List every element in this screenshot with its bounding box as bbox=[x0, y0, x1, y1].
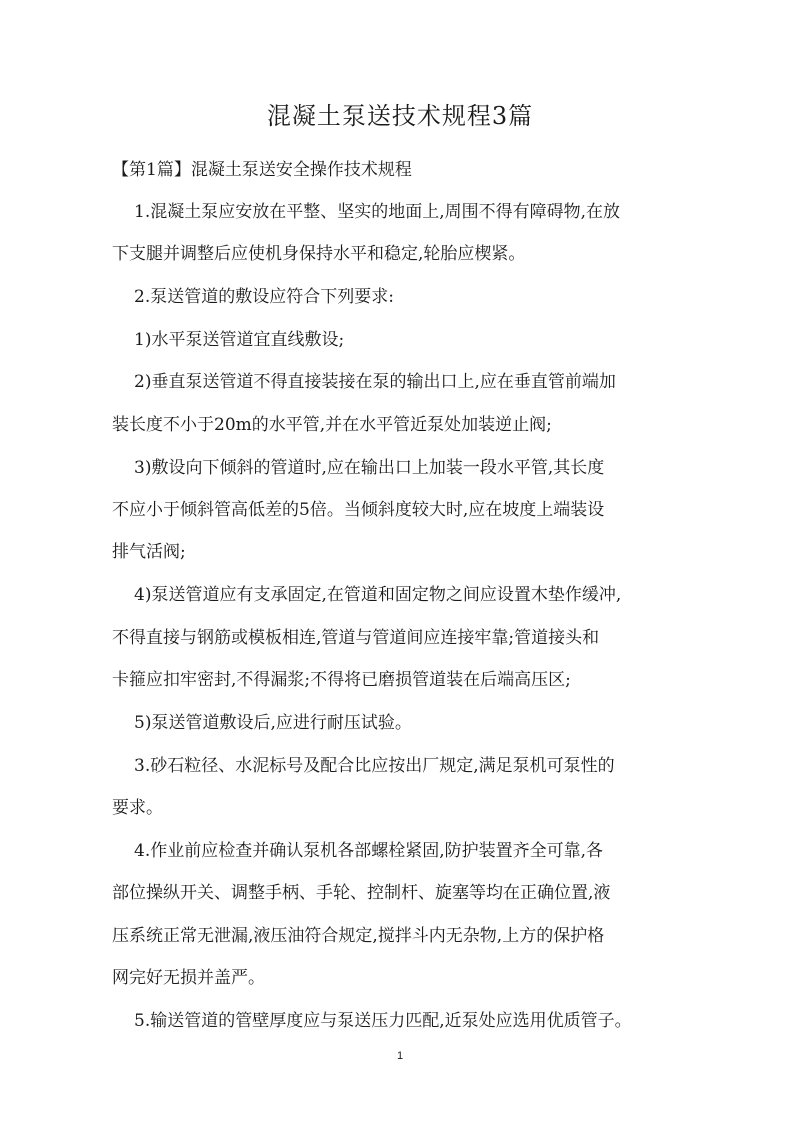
paragraph-line: 4.作业前应检查并确认泵机各部螺栓紧固,防护装置齐全可靠,各 bbox=[134, 841, 604, 861]
paragraph-line: 卡箍应扣牢密封,不得漏浆;不得将已磨损管道装在后端高压区; bbox=[112, 670, 571, 690]
paragraph-line: 4)泵送管道应有支承固定,在管道和固定物之间应设置木垫作缓冲, bbox=[134, 585, 622, 605]
paragraph-line: 下支腿并调整后应使机身保持水平和稳定,轮胎应楔紧。 bbox=[112, 244, 526, 264]
paragraph-line: 2)垂直泵送管道不得直接装接在泵的输出口上,应在垂直管前端加 bbox=[134, 372, 616, 392]
paragraph-line: 1.混凝土泵应安放在平整、坚实的地面上,周围不得有障碍物,在放 bbox=[134, 202, 621, 222]
page-number: 1 bbox=[396, 1050, 404, 1062]
paragraph-line: 部位操纵开关、调整手柄、手轮、控制杆、旋塞等均在正确位置,液 bbox=[112, 883, 611, 903]
paragraph-line: 3.砂石粒径、水泥标号及配合比应按出厂规定,满足泵机可泵性的 bbox=[134, 756, 615, 776]
paragraph-line: 压系统正常无泄漏,液压油符合规定,搅拌斗内无杂物,上方的保护格 bbox=[112, 926, 605, 946]
document-title: 混凝土泵送技术规程3篇 bbox=[266, 102, 534, 130]
paragraph-line: 装长度不小于20m的水平管,并在水平管近泵处加装逆止阀; bbox=[112, 415, 552, 435]
section-title: 【第1篇】混凝土泵送安全操作技术规程 bbox=[112, 160, 412, 180]
paragraph-line: 不得直接与钢筋或模板相连,管道与管道间应连接牢靠;管道接头和 bbox=[112, 628, 600, 648]
paragraph-line: 不应小于倾斜管高低差的5倍。当倾斜度较大时,应在坡度上端装设 bbox=[112, 500, 605, 520]
paragraph-line: 5)泵送管道敷设后,应进行耐压试验。 bbox=[134, 713, 412, 733]
paragraph-line: 3)敷设向下倾斜的管道时,应在输出口上加装一段水平管,其长度 bbox=[134, 458, 605, 478]
paragraph-line: 网完好无损并盖严。 bbox=[112, 968, 265, 988]
paragraph-line: 5.输送管道的管壁厚度应与泵送压力匹配,近泵处应选用优质管子。 bbox=[134, 1011, 632, 1031]
paragraph-line: 排气活阀; bbox=[112, 542, 186, 562]
paragraph-line: 1)水平泵送管道宜直线敷设; bbox=[134, 330, 345, 350]
paragraph-line: 要求。 bbox=[112, 798, 163, 818]
paragraph-line: 2.泵送管道的敷设应符合下列要求: bbox=[134, 287, 394, 307]
